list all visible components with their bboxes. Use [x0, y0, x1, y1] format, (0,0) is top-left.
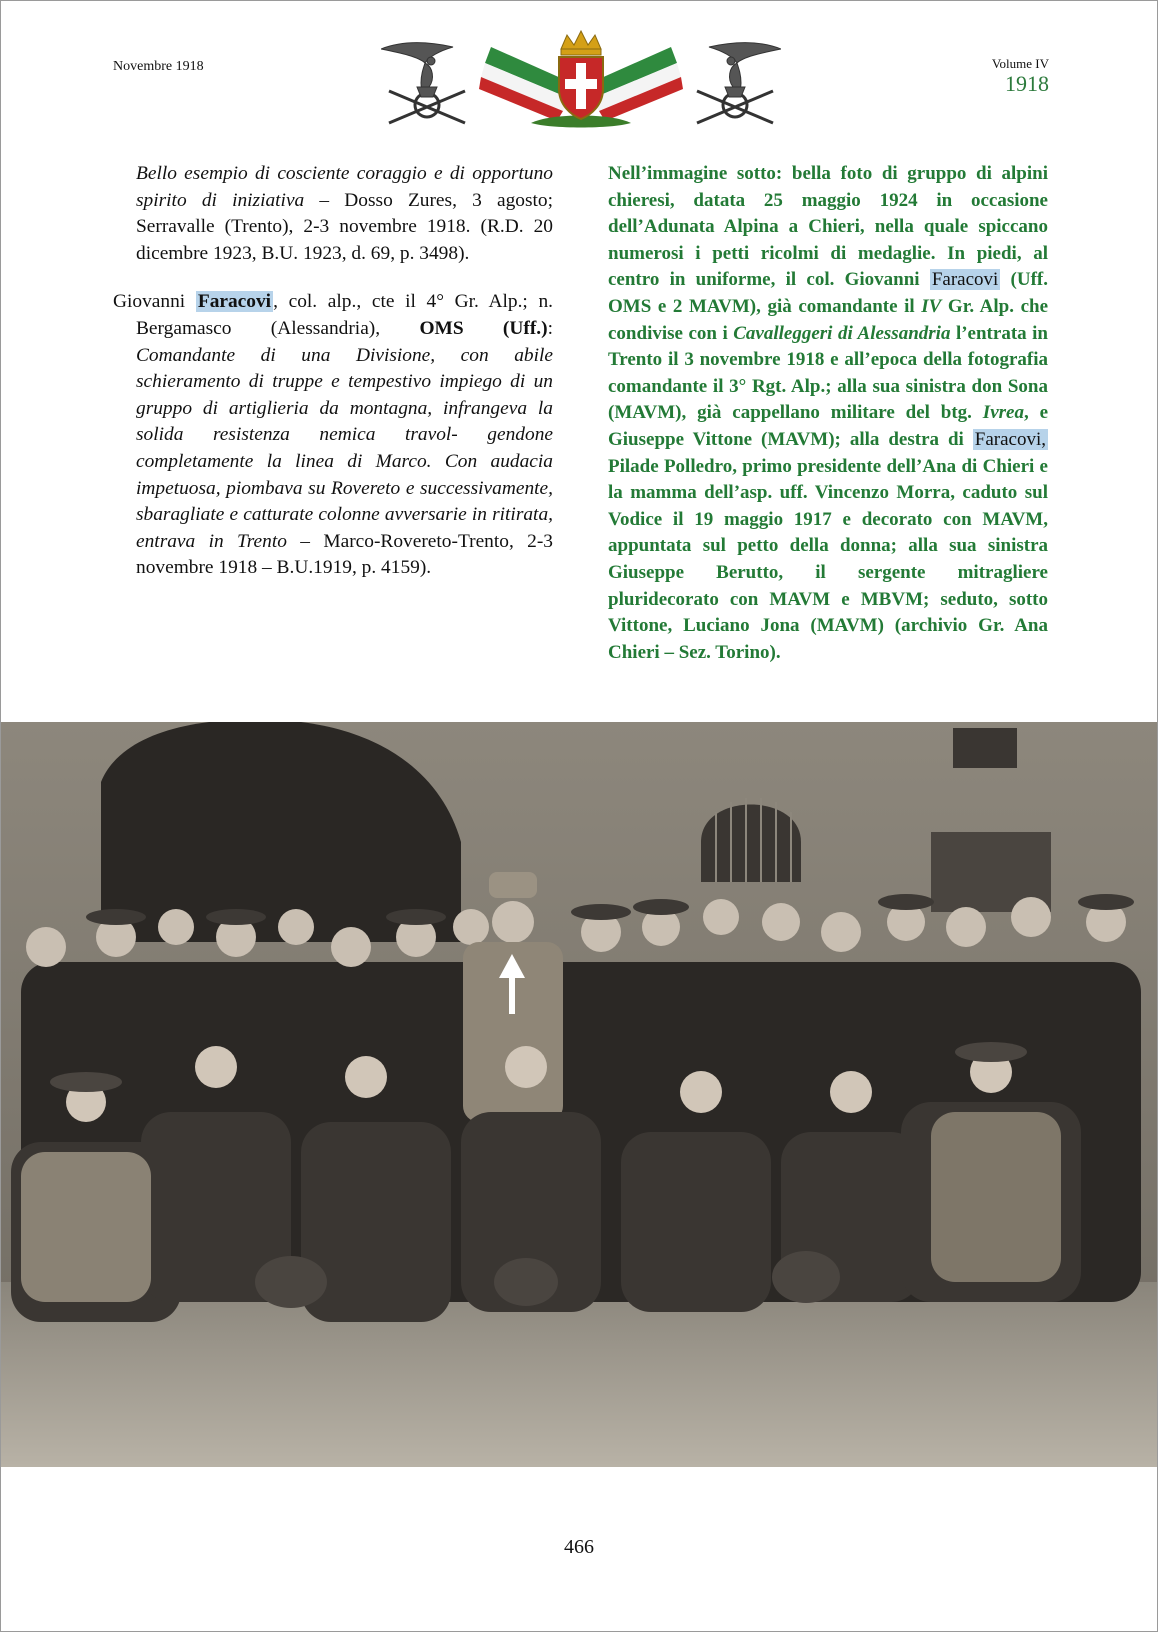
caption-text-3: Gr. Alp. che condivise con i [608, 295, 1048, 344]
entry-motivation-italic: Comandante di una Divisione, con abile schieramento di truppe e tempestivo impiego di un gruppo di artiglieria da montagna, infrangeva la solida resistenza nemica travol- gendone completamente la linea di Marco. Con audacia impetuosa, piombava su Rovereto e successivamente, sbaragliate e catturate colonne avversarie in ritirata, entrava in Trento [136, 344, 553, 552]
caption-text-2: (Uff. OMS e 2 MAVM), già comandante il [608, 269, 1049, 317]
left-eagle-icon [381, 43, 465, 123]
entry-motivation-reference: – Marco-Rovereto-Trento, 2-3 novembre 1918 – B.U.1919, p. 4159). [136, 530, 553, 579]
entry-details: , col. alp., cte il 4° Gr. Alp.; n. Bergamasco (Alessandria), [136, 291, 554, 339]
page-number: 466 [564, 1536, 594, 1558]
entry-award: OMS (Uff.) [419, 317, 548, 339]
savoy-cross-with-alpini-eagles-emblem-icon [381, 27, 781, 131]
entry-colon: : [547, 317, 553, 339]
caption-italic-3: Ivrea [982, 402, 1024, 424]
left-column [113, 161, 553, 582]
motivation-reference: – Dosso Zures, 3 agosto; Serravalle (Trento), 2-3 novembre 1918. (R.D. 20 dicembre 1923, B.U. 1923, d. 69, p. 3498). [136, 189, 553, 264]
header-volume-block [992, 57, 1049, 95]
caption-name-highlight-1: Faracovi [931, 269, 999, 291]
entry-first-name: Giovanni [113, 291, 196, 313]
entry-surname-highlight: Faracovi [197, 291, 272, 313]
caption-name-highlight-2: Faracovi, [974, 428, 1046, 450]
photo-caption [608, 161, 1048, 666]
header-volume: Volume IV [991, 56, 1049, 71]
header-date: Novembre 1918 [113, 59, 204, 74]
previous-motivation [113, 161, 553, 267]
faracovi-entry [113, 289, 553, 582]
right-eagle-icon [697, 43, 781, 123]
crown-icon [561, 31, 601, 55]
sepia-group-photo-icon [1, 722, 1157, 1467]
caption-text-4: l’entrata in Trento il 3 novembre 1918 e all’epoca della fotografia comandante il 3° Rgt. Alp.; alla sua sinistra don Sona (MAVM), già cappellano militare del btg. [608, 322, 1048, 424]
caption-italic-2: Cavalleggeri di Alessandria [733, 322, 951, 344]
group-photo [1, 722, 1157, 1467]
savoy-shield-icon [559, 57, 603, 119]
right-column-caption [608, 161, 1048, 666]
caption-text-1: Nell’immagine sotto: bella foto di gruppo di alpini chieresi, datata 25 maggio 1924 in occasione dell’Adunata Alpina a Chieri, nella quale spiccano numerosi i petti ricolmi di medaglie. In piedi, al centro in uniforme, il col. Giovanni [608, 163, 1048, 291]
header-year: 1918 [1005, 71, 1049, 96]
caption-text-6: Pilade Polledro, primo presidente dell’Ana di Chieri e la mamma dell’asp. uff. Vincenzo Morra, caduto sul Vodice il 19 maggio 1917 e decorato con MAVM, appuntata sul petto della donna; alla sua sinistra Giuseppe Berutto, il sergente mitragliere pluridecorato con MAVM e MBVM; seduto, sotto Vittone, Luciano Jona (MAVM) (archivio Gr. Ana Chieri – Sez. Torino). [608, 455, 1048, 663]
caption-text-5: , e Giuseppe Vittone (MAVM); alla destra di [608, 402, 1049, 450]
caption-italic-1: IV [921, 295, 942, 317]
motivation-italic: Bello esempio di cosciente coraggio e di opportuno spirito di iniziativa [136, 163, 553, 211]
